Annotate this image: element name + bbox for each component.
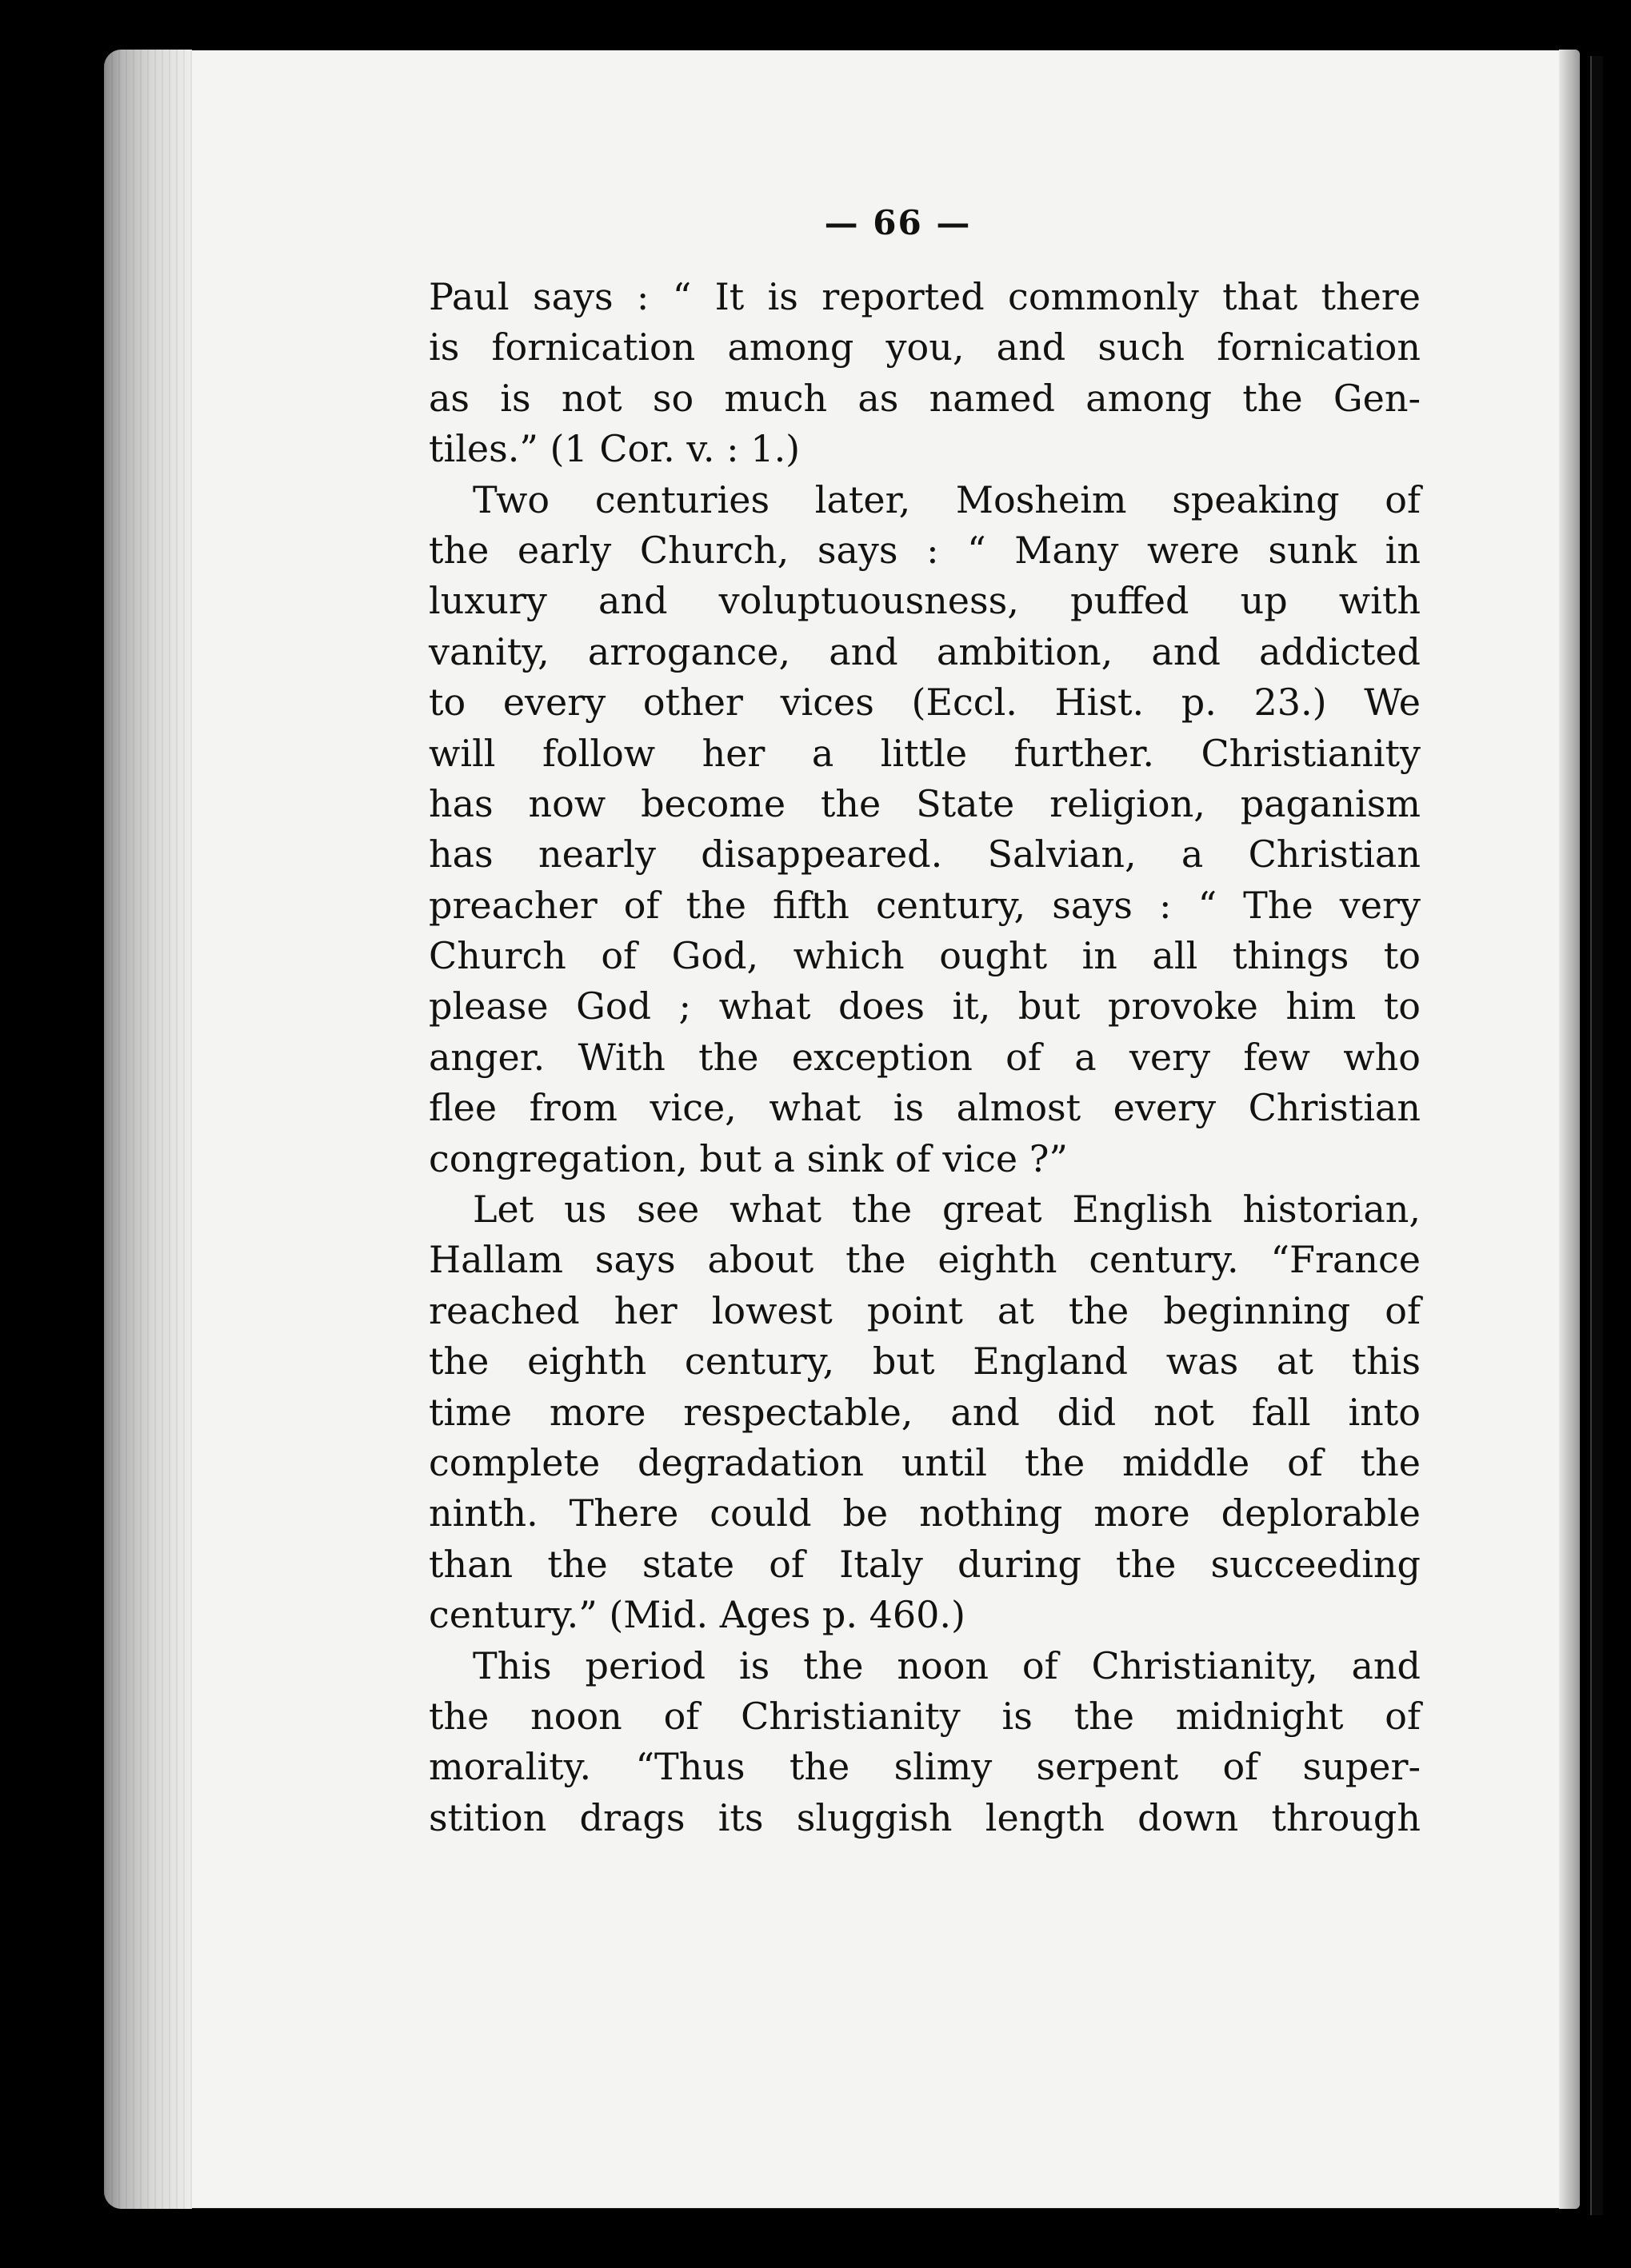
text-line: has nearly disappeared. Salvian, a Christian [429, 833, 1421, 876]
page-edge [1559, 50, 1580, 2209]
text-line: Church of God, which ought in all things to [429, 934, 1421, 978]
text-line: morality. “Thus the slimy serpent of super- [429, 1745, 1421, 1789]
text-line: the eighth century, but England was at this [429, 1340, 1421, 1384]
text-line: the noon of Christianity is the midnight of [429, 1694, 1421, 1738]
text-line: luxury and voluptuousness, puffed up with [429, 579, 1421, 623]
book-spine [1590, 56, 1603, 2215]
text-line: time more respectable, and did not fall into [429, 1390, 1421, 1434]
text-line: ninth. There could be nothing more deplorable [429, 1491, 1421, 1535]
text-line: stition drags its sluggish length down through [429, 1795, 1421, 1839]
text-line: tiles.” (1 Cor. v. : 1.) [429, 427, 801, 471]
text-line: than the state of Italy during the succeeding [429, 1542, 1421, 1586]
text-line: as is not so much as named among the Gen- [429, 376, 1421, 420]
text-line: Let us see what the great English historian, [473, 1188, 1421, 1232]
text-line: century.” (Mid. Ages p. 460.) [429, 1593, 965, 1637]
text-line: will follow her a little further. Christianity [429, 731, 1421, 775]
text-line: This period is the noon of Christianity, and [473, 1643, 1421, 1687]
text-line: vanity, arrogance, and ambition, and addicted [429, 629, 1421, 673]
text-line: reached her lowest point at the beginning of [429, 1288, 1421, 1332]
text-line: the early Church, says : “ Many were sunk in [429, 528, 1421, 572]
text-line: Two centuries later, Mosheim speaking of [473, 477, 1421, 521]
text-line: congregation, but a sink of vice ?” [429, 1136, 1068, 1180]
text-line: to every other vices (Eccl. Hist. p. 23.) We [429, 681, 1421, 725]
text-line: Hallam says about the eighth century. “France [429, 1238, 1421, 1282]
page-number: — 66 — [824, 203, 972, 242]
text-line: Paul says : “ It is reported commonly that there [429, 275, 1421, 318]
body-text [429, 272, 1421, 1843]
text-line: anger. With the exception of a very few who [429, 1035, 1421, 1079]
text-line: flee from vice, what is almost every Christian [429, 1086, 1421, 1130]
text-line: is fornication among you, and such fornication [429, 325, 1421, 369]
gutter-texture [104, 50, 192, 2209]
text-line: has now become the State religion, paganism [429, 781, 1421, 825]
text-line: complete degradation until the middle of the [429, 1440, 1421, 1484]
text-line: please God ; what does it, but provoke him to [429, 984, 1421, 1028]
text-line: preacher of the fifth century, says : “ The very [429, 883, 1421, 927]
